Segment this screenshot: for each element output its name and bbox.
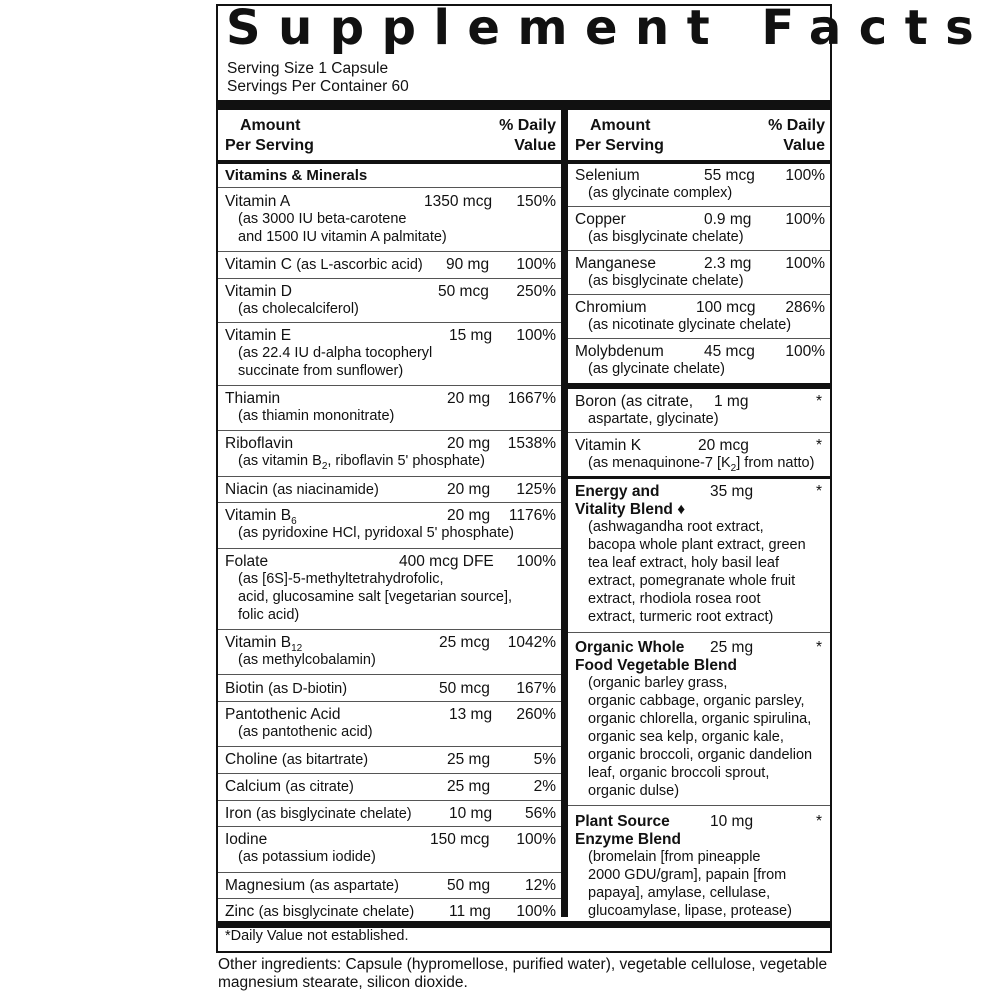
bottom-thick-divider bbox=[218, 921, 830, 928]
per-serving-header: Per Serving bbox=[225, 137, 314, 154]
top-thick-divider bbox=[218, 100, 830, 110]
right-column-header: Amount Per Serving % Daily Value bbox=[575, 117, 825, 154]
header-divider bbox=[218, 160, 561, 164]
footnote: *Daily Value not established. bbox=[225, 928, 409, 944]
serving-size: Serving Size 1 Capsule bbox=[227, 60, 389, 77]
amount-header: Amount bbox=[240, 117, 301, 134]
other-ingredients: Other ingredients: Capsule (hypromellose, purified water), vegetable cellulose, vegetable magnesium stearate, silicon dioxide. bbox=[218, 956, 828, 991]
left-column-header bbox=[218, 116, 561, 158]
panel-title: Supplement Facts bbox=[226, 0, 992, 56]
right-column: Amount Per Serving % Daily Value Selenium 55 mcg 100% (as glycinate complex) Copper 0.9 mg 100% (as bisglycinate chelate) Manganese 2.3 mg 100% (as bisglycinate chelate) Chromium 100 mcg 286% (as nicotinate glycinate chelate) Molybdenum 45 mcg 100% (as glycinate chelate) Boron (as citrate, 1 mg * aspartate, glycinate) Vitamin K 20 mcg * (as menaquinone-7 $[K_2]$ from natto) Energy and 35 mg * Vitality Blend ♦ (ashwagandha root extract, bacopa whole plant extract, green tea leaf extract, holy basil leaf extract, pomegranate whole fruit extract, rhodiola rosea root extract, turmeric root extract) Organic Whole 25 mg * Food Vegetable Blend (organic barley grass, organic cabbage, organic parsley, organic chlorella, organic spirulina, organic sea kelp, organic kale, organic broccoli, organic dandelion leaf, organic broccoli sprout, organic dulse) Plant Source 10 mg * Enzyme Blend (bromelain [from pineapple 2000 GDU/gram], papain [from papaya], amylase, cellulase, glucoamylase, lipase, protease) bbox=[568, 110, 830, 917]
servings-per-container: Servings Per Container 60 bbox=[227, 78, 409, 95]
column-divider bbox=[561, 110, 568, 917]
supplement-facts-panel bbox=[216, 0, 992, 953]
left-column: Amount Per Serving % Daily Value Vitamins & Minerals Vitamin A 1350 mcg 150% (as 3000 IU beta-carotene and 1500 IU vitamin A palmitate) Vitamin C (as L-ascorbic acid) 90 mg 100% Vitamin D 50 mcg 250% (as cholecalciferol) Vitamin E 15 mg 100% (as 22.4 IU d-alpha tocopheryl succinate from sunflower) Thiamin 20 mg 1667% (as thiamin mononitrate) Riboflavin 20 mg 1538% (as vitamin $B_2$, riboflavin 5' phosphate) Niacin (as niacinamide) 20 mg 125% Vitamin $B_6$ 20 mg 1176% (as pyridoxine HCl, pyridoxal 5' phosphate) Folate 400 mcg DFE 100% (as [6S]-5-methyltetrahydrofolic, acid, glucosamine salt [vegetarian source], folic acid) Vitamin $B_{12}$ 25 mcg 1042% (as methylcobalamin) Biotin (as D-biotin) 50 mcg 167% Pantothenic Acid 13 mg 260% (as pantothenic acid) Choline (as bitartrate) 25 mg 5% Calcium (as citrate) 25 mg 2% Iron (as bisglycinate chelate) 10 mg 56% Iodine 150 mcg 100% (as potassium iodide) Magnesium (as aspartate) 50 mg 12% Zinc (as bisglycinate chelate) 11 mg 100% bbox=[218, 110, 561, 917]
dv-header: % Daily Value bbox=[499, 117, 556, 154]
